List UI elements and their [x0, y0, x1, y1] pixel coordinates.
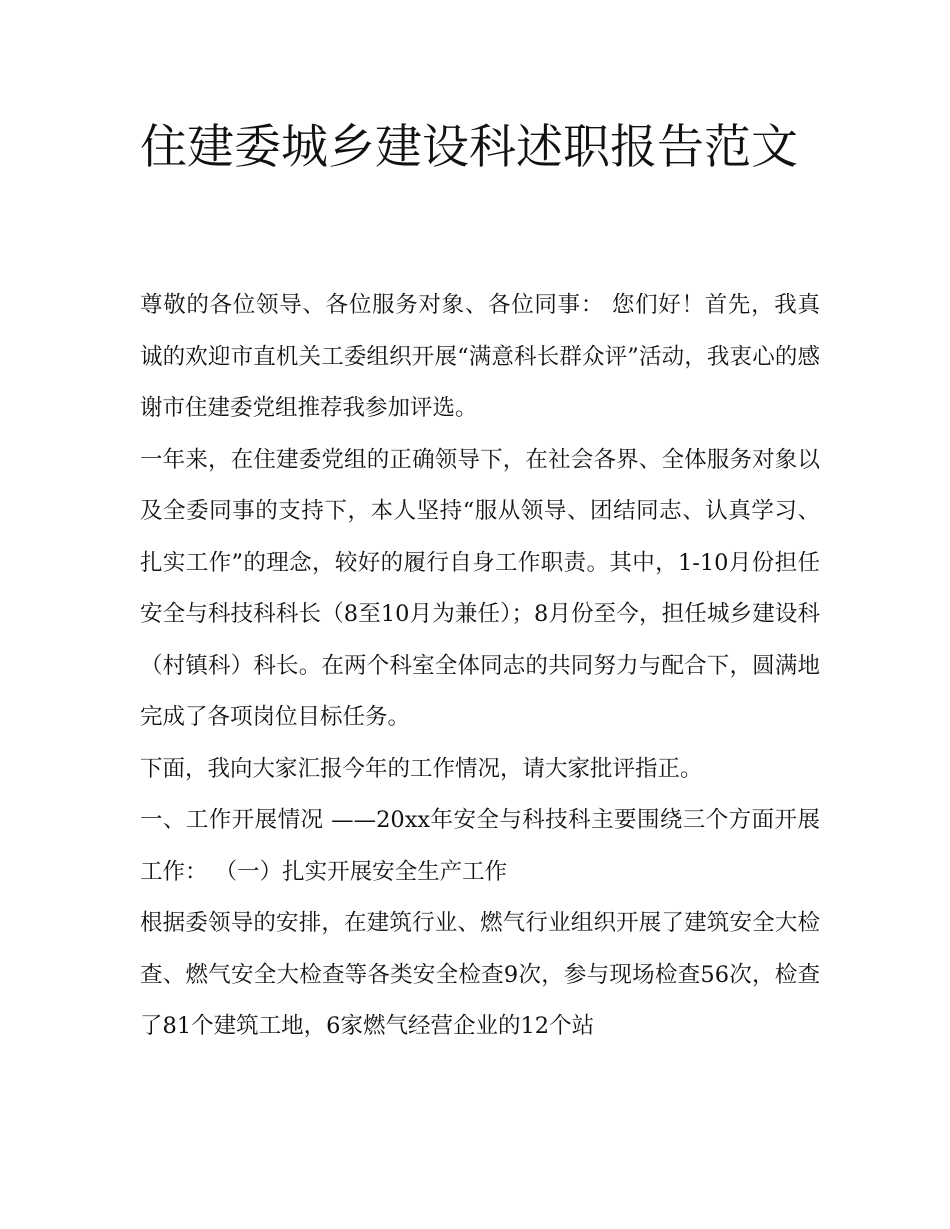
- document-title: 住建委城乡建设科述职报告范文: [140, 120, 798, 175]
- paragraph-safety-inspection: 根据委领导的安排，在建筑行业、燃气行业组织开展了建筑安全大检查、燃气安全大检查等各类安全检查9次，参与现场检查56次，检查了81个建筑工地，6家燃气经营企业的12个站: [140, 910, 820, 1039]
- paragraph-greeting: 尊敬的各位领导、各位服务对象、各位同事： 您们好！首先，我真诚的欢迎市直机关工委组织开展“满意科长群众评”活动，我衷心的感谢市住建委党组推荐我参加评选。: [140, 292, 820, 421]
- document-body: [140, 280, 820, 1053]
- paragraph-section-heading: 一、工作开展情况 ——20xx年安全与科技科主要围绕三个方面开展工作： （一）扎实开展安全生产工作: [140, 807, 820, 885]
- paragraph-report-intro: 下面，我向大家汇报今年的工作情况，请大家批评指正。: [140, 755, 703, 782]
- paragraph-year-summary: 一年来，在住建委党组的正确领导下，在社会各界、全体服务对象以及全委同事的支持下，本人坚持“服从领导、团结同志、认真学习、扎实工作”的理念，较好的履行自身工作职责。其中，1-10月份担任安全与科技科科长（8至10月为兼任）；8月份至今，担任城乡建设科（村镇科）科长。在两个科室全体同志的共同努力与配合下，圆满地完成了各项岗位目标任务。: [140, 446, 820, 730]
